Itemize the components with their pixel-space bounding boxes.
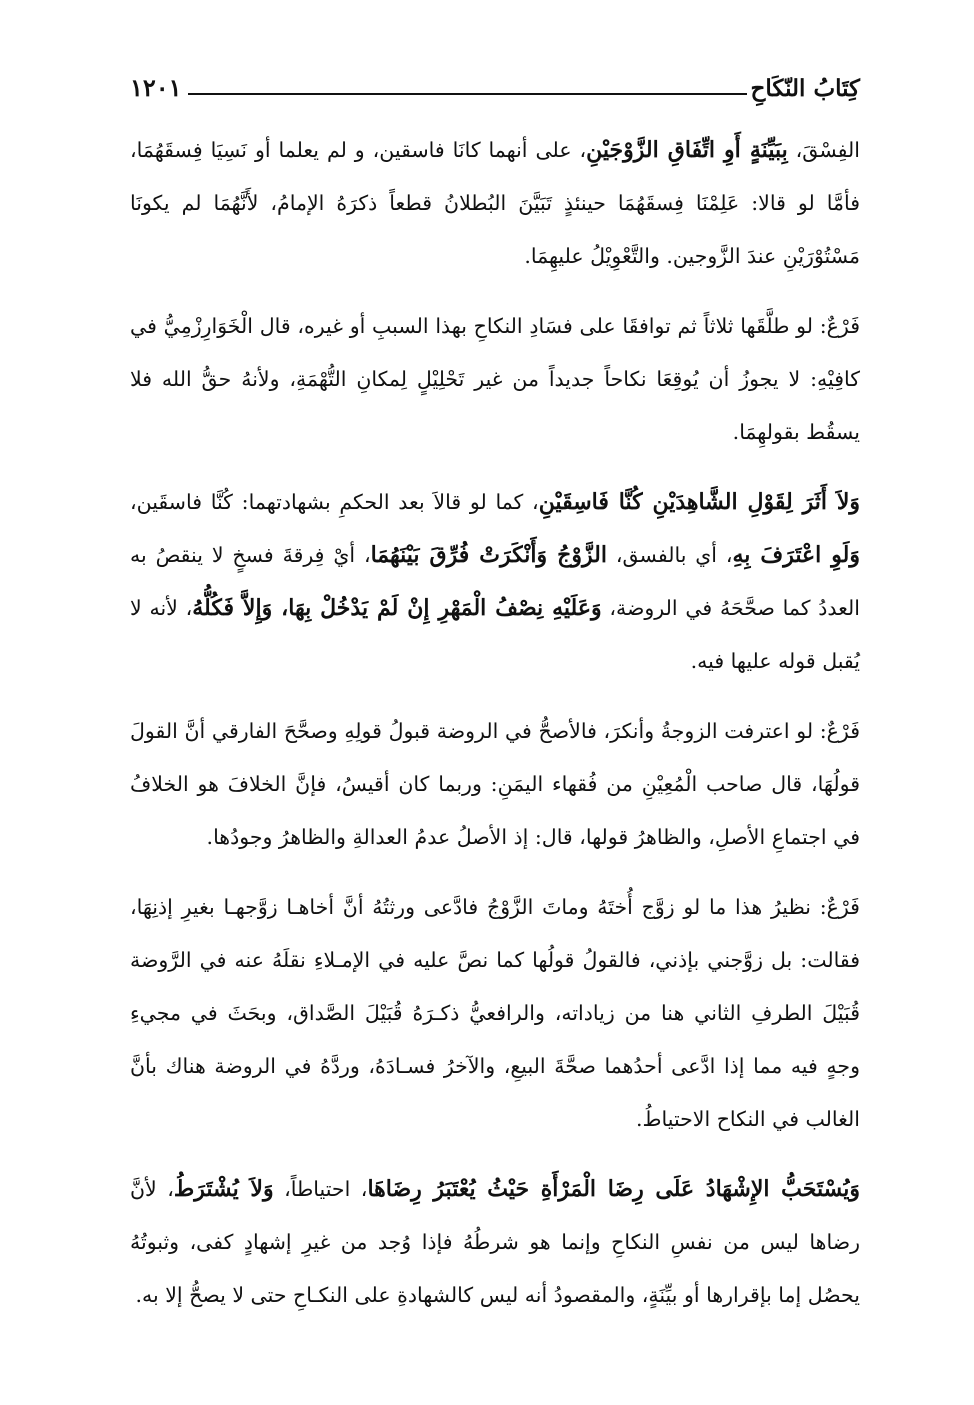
page-number: ١٢٠١	[130, 73, 182, 102]
commentary-text: الفِسْقَ،	[787, 138, 860, 162]
commentary-text: ، على أنهما كانَا فاسقين، و لم يعلما أو نَسِيَا فِسقَهُمَا، فأمَّا لو قالا: عَلِمْنَا فِسقَهُمَا حينئذٍ تَبَيَّنَ البُطلانُ قطعاً ذكرَهُ الإمامُ، لأَنَّهُمَا لم يكونَا مَسْتُوْرَيْنِ عندَ الزَّوجين. والتَّعْوِيْلُ عليهِمَا.	[130, 138, 860, 268]
header-rule	[188, 93, 747, 95]
matn-text: وَيُسْتَحَبُّ الإِشْهَادُ عَلَى رِضَا الْمَرْأَةِ حَيْثُ يُعْتَبَرُ رِضَاهَا	[367, 1176, 860, 1202]
paragraph	[130, 705, 860, 864]
commentary-text: ، احتياطاً،	[273, 1177, 368, 1201]
paragraph	[130, 1163, 860, 1322]
commentary-text: فَرْعٌ: نظيرُ هذا ما لو زوَّج أُختَهُ وماتَ الزَّوْجُ فادَّعى ورثتُهُ أنَّ أخاهـا زوَّجهـا بغيرِ إذنِهَا، فقالت: بل زوَّجني بإذني، فالقولُ قولُها كما نصَّ عليه في الإمـلاءِ نقلَهُ عنه في الرَّوضة قُبَيْلَ الطرفِ الثاني هنا من زياداته، والرافعيُّ ذكـرَهُ قُبَيْلَ الصَّداق، وبحَثَ في مجيءِ وجهٍ فيه مما إذا ادَّعى أحدُهما صحَّةَ البيعِ، والآخرُ فسـادَهُ، وردَّهُ في الروضة هناك بأنَّ الغالب في النكاح الاحتياطُ.	[130, 895, 860, 1131]
page-body	[130, 124, 860, 1322]
paragraph	[130, 881, 860, 1146]
commentary-text: ، لأنه لا يُقبل قوله عليها فيه.	[130, 596, 860, 673]
commentary-text: فَرْعٌ: لو طلَّقَها ثلاثاً ثم توافقَا على فسَادِ النكاحِ بهذا السببِ أو غيره، قال الْخَوَارِزْمِيُّ في كافِيْهِ: لا يجوزُ أن يُوقِعَا نكاحاً جديداً من غير تَحْلِيْلٍ لِمكانِ التُّهْمَةِ، ولأنهُ حقُّ الله فلا يسقُط بقولهِمَا.	[130, 314, 860, 444]
matn-text: وَلاَ أَثَرَ لِقَوْلِ الشَّاهِدَيْنِ كُنَّا فَاسِقَيْنِ	[538, 489, 861, 515]
commentary-text: ، لأنَّ رضاها ليس من نفسِ النكاحِ وإنما هو شرطُهُ فإذا وُجد من غيرِ إشهادٍ كفى، وثبوتُهُ يحصُل إما بإقرارها أو بيِّنَةٍ، والمقصودُ أنه ليس كالشهادةِ على النكـاحِ حتى لا يصحُّ إلا به.	[130, 1177, 860, 1307]
commentary-text: فَرْعٌ: لو اعترفت الزوجةُ وأنكرَ، فالأصحُّ في الروضة قبولُ قولِهِ وصحَّحَ الفارقي أنَّ القولَ قولُهَا، قال صاحب الْمُعِيْنِ من فُقهاء اليمَنِ: وربما كان أقيسُ، فإنَّ الخلافَ هو الخلافُ في اجتماعِ الأصلِ، والظاهرُ قولها، قال: إذ الأصلُ عدمُ العدالةِ والظاهرُ وجودُها.	[130, 719, 860, 849]
matn-text: وَلَوِ اعْتَرَفَ بِهِ	[732, 542, 860, 568]
paragraph	[130, 124, 860, 283]
matn-text: بِبَيِّنَةٍ أَوِ اتِّفَاقِ الزَّوْجَيْنِ	[586, 137, 788, 163]
paragraph	[130, 300, 860, 459]
book-page	[130, 58, 860, 1339]
matn-text: وَعَلَيْهِ نِصْفُ الْمَهْرِ إِنْ لَمْ يَدْخُلْ بِهَا، وَإِلاَّ فَكُلُّهُ	[192, 595, 602, 621]
matn-text: الزَّوْجُ وَأَنْكَرَتْ فُرِّقَ بَيْنَهُمَا	[370, 542, 607, 568]
commentary-text: ، كما لو قالاَ بعد الحكمِ بشهادتهما: كُنَّا فاسقَين،	[130, 490, 539, 514]
running-header	[130, 58, 860, 102]
commentary-text: ، أيْ فِرقةَ فسخٍ لا ينقصُ به العددُ كما صحَّحَهُ في الروضة،	[130, 543, 860, 620]
matn-text: وَلاَ يُشْتَرَطُ	[173, 1176, 274, 1202]
chapter-title: كِتَابُ النّكَاحِ	[750, 75, 860, 102]
paragraph	[130, 476, 860, 688]
commentary-text: ، أي بالفسق،	[606, 543, 733, 567]
